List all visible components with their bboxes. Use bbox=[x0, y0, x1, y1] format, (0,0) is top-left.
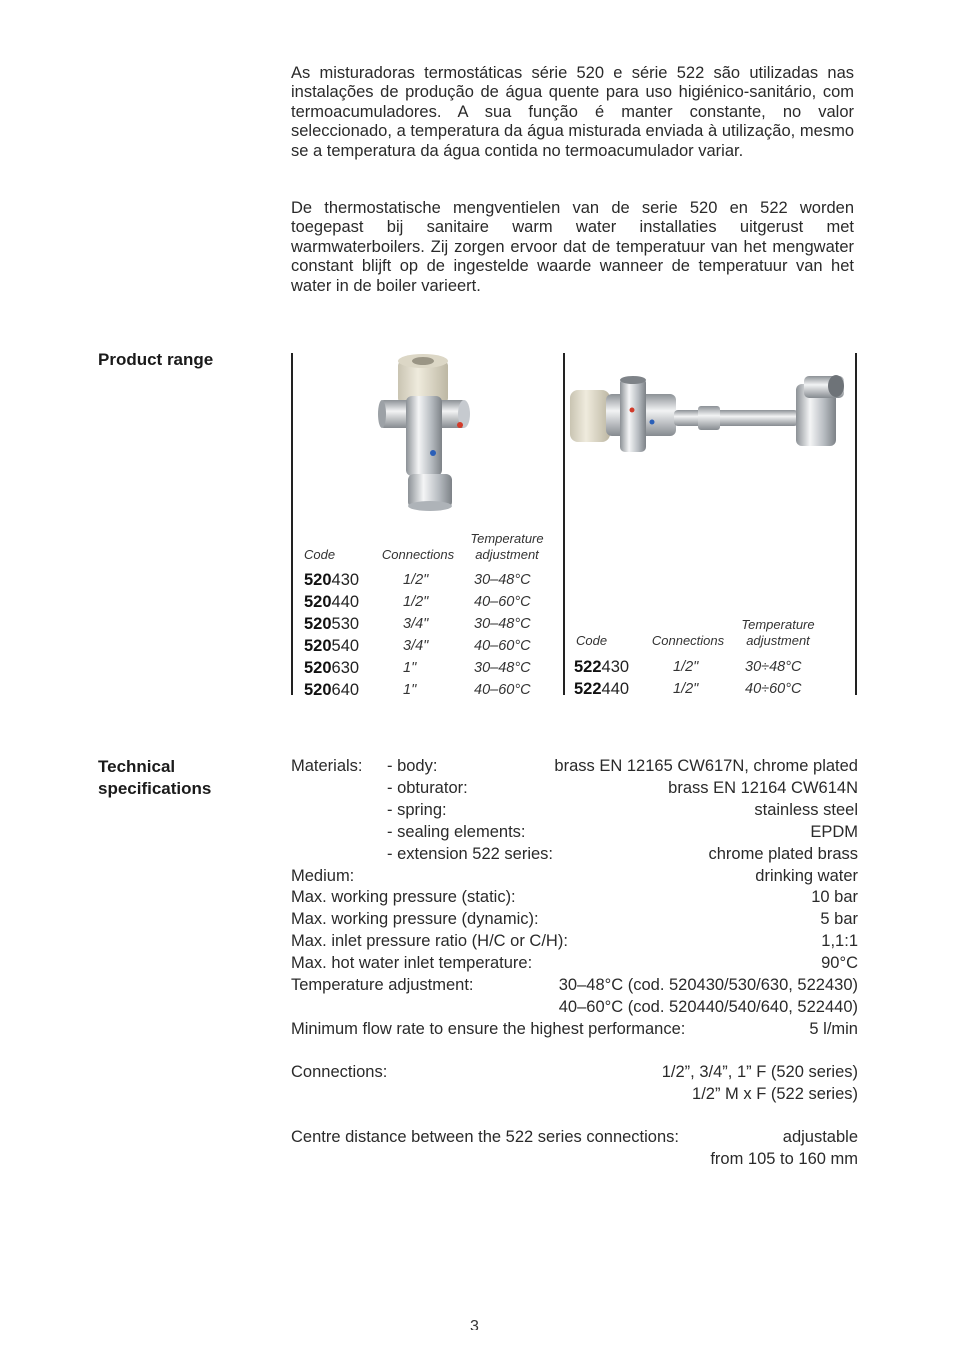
spec-label: Max. hot water inlet temperature: bbox=[291, 954, 533, 973]
header-connections-520: Connections bbox=[381, 547, 455, 562]
header-temperature-522: Temperature adjustment bbox=[741, 617, 815, 648]
product-temperature: 30–48°C bbox=[474, 572, 531, 588]
product-temperature: 40–60°C bbox=[474, 594, 531, 610]
spec-material-row bbox=[291, 755, 858, 777]
spec-row bbox=[291, 908, 858, 930]
spec-value: 30–48°C (cod. 520430/530/630, 522430) bbox=[558, 976, 858, 994]
intro-paragraph-portuguese: As misturadoras termostáticas série 520 e série 522 são utilizadas nas instalações de produção de água quente para uso higiénico-sanitário, com termoacumuladores. A sua função é manter constante, no valor seleccionado, a temperatura da água misturada enviada à utilização, mesmo se a temperatura da água contida no termoacumulador variar. bbox=[291, 64, 854, 160]
spec-value: 1/2” M x F (522 series) bbox=[692, 1085, 858, 1103]
spec-centre-distance-row-2 bbox=[291, 1148, 858, 1170]
product-code: 522430 bbox=[574, 658, 630, 676]
page-number: 3 bbox=[470, 1318, 479, 1330]
spec-connections-row bbox=[291, 1061, 858, 1083]
spec-material-value: brass EN 12164 CW614N bbox=[668, 778, 858, 797]
spec-row bbox=[291, 886, 858, 908]
spec-centre-distance-row bbox=[291, 1126, 858, 1148]
product-code: 520440 bbox=[304, 593, 360, 611]
product-connection: 1/2" bbox=[673, 659, 699, 675]
spec-value: from 105 to 160 mm bbox=[710, 1150, 858, 1168]
header-code-520: Code bbox=[304, 547, 336, 562]
divider-left bbox=[291, 353, 293, 695]
spec-material-item: - extension 522 series: bbox=[387, 844, 554, 863]
spec-min-flow-row bbox=[291, 1018, 858, 1040]
product-connection: 1" bbox=[403, 682, 417, 698]
header-temperature-520: Temperature adjustment bbox=[470, 531, 544, 562]
spec-row bbox=[291, 865, 858, 887]
divider-right bbox=[855, 353, 857, 695]
spec-label: Max. inlet pressure ratio (H/C or C/H): bbox=[291, 932, 568, 951]
product-connection: 1/2" bbox=[403, 572, 429, 588]
spec-material-value: EPDM bbox=[810, 822, 858, 841]
cold-dot-icon bbox=[430, 450, 436, 456]
spec-value: 40–60°C (cod. 520440/540/640, 522440) bbox=[558, 997, 858, 1016]
spec-value: 5 l/min bbox=[809, 1019, 858, 1038]
spec-row bbox=[291, 930, 858, 952]
spec-temperature-row-2 bbox=[291, 996, 858, 1018]
spec-material-item: - obturator: bbox=[387, 778, 468, 797]
spec-value: 1,1:1 bbox=[821, 932, 858, 951]
product-connection: 1/2" bbox=[673, 681, 699, 697]
spec-materials-label: Materials: bbox=[291, 757, 363, 775]
spec-label: Minimum flow rate to ensure the highest performance: bbox=[291, 1019, 686, 1038]
spec-material-item: - spring: bbox=[387, 800, 447, 819]
spec-label: Medium: bbox=[291, 866, 355, 885]
spec-material-row bbox=[291, 821, 858, 843]
product-code: 520630 bbox=[304, 659, 360, 677]
spec-value: drinking water bbox=[755, 866, 858, 885]
spec-material-row bbox=[291, 799, 858, 821]
product-code: 520530 bbox=[304, 615, 360, 633]
product-temperature: 30–48°C bbox=[474, 616, 531, 632]
spec-temperature-row bbox=[291, 974, 858, 996]
product-connection: 1/2" bbox=[403, 594, 429, 610]
product-temperature: 30÷48°C bbox=[745, 659, 802, 675]
product-connection: 3/4" bbox=[403, 638, 429, 654]
spec-label: Temperature adjustment: bbox=[291, 976, 474, 994]
product-range-heading: Product range bbox=[98, 350, 214, 369]
spec-label: Connections: bbox=[291, 1063, 388, 1081]
product-code: 520640 bbox=[304, 681, 360, 699]
spec-value: adjustable bbox=[782, 1128, 858, 1146]
spec-label: Centre distance between the 522 series connections: bbox=[291, 1128, 679, 1146]
product-connection: 3/4" bbox=[403, 616, 429, 632]
spec-material-row bbox=[291, 777, 858, 799]
product-temperature: 40÷60°C bbox=[745, 681, 802, 697]
valve-522-image bbox=[568, 372, 850, 456]
product-code: 522440 bbox=[574, 680, 630, 698]
header-code-522: Code bbox=[576, 633, 608, 648]
spec-value: 5 bar bbox=[820, 910, 858, 929]
spec-row bbox=[291, 952, 858, 974]
spec-material-item: - sealing elements: bbox=[387, 822, 526, 841]
hot-dot-icon bbox=[630, 408, 635, 413]
product-temperature: 30–48°C bbox=[474, 660, 531, 676]
spec-value: 10 bar bbox=[811, 888, 858, 907]
cold-dot-icon bbox=[650, 420, 655, 425]
spec-material-row bbox=[291, 843, 858, 865]
divider-middle bbox=[563, 353, 565, 695]
hot-dot-icon bbox=[457, 422, 463, 428]
product-code: 520540 bbox=[304, 637, 360, 655]
spec-value: 1/2”, 3/4”, 1” F (520 series) bbox=[661, 1063, 858, 1081]
spec-label: Max. working pressure (static): bbox=[291, 888, 516, 907]
spec-material-value: chrome plated brass bbox=[708, 844, 858, 863]
technical-specifications-heading: Technical specifications bbox=[98, 757, 212, 798]
spec-label: Max. working pressure (dynamic): bbox=[291, 910, 539, 929]
product-temperature: 40–60°C bbox=[474, 682, 531, 698]
spec-material-value: brass EN 12165 CW617N, chrome plated bbox=[554, 757, 858, 775]
spec-value: 90°C bbox=[821, 954, 858, 973]
product-code: 520430 bbox=[304, 571, 360, 589]
header-connections-522: Connections bbox=[651, 633, 725, 648]
valve-520-image bbox=[378, 352, 488, 512]
product-temperature: 40–60°C bbox=[474, 638, 531, 654]
spec-material-value: stainless steel bbox=[754, 800, 858, 819]
spec-connections-row-2 bbox=[291, 1083, 858, 1105]
spec-material-item: - body: bbox=[387, 757, 438, 775]
intro-paragraph-dutch: De thermostatische mengventielen van de serie 520 en 522 worden toegepast bij sanitaire warm water installaties uitgerust met warmwaterboilers. Zij zorgen ervoor dat de temperatuur van het mengwater constant blijft op de ingestelde waarde wanneer de temperatuur van het water in de boiler varieert. bbox=[291, 199, 854, 295]
product-connection: 1" bbox=[403, 660, 417, 676]
